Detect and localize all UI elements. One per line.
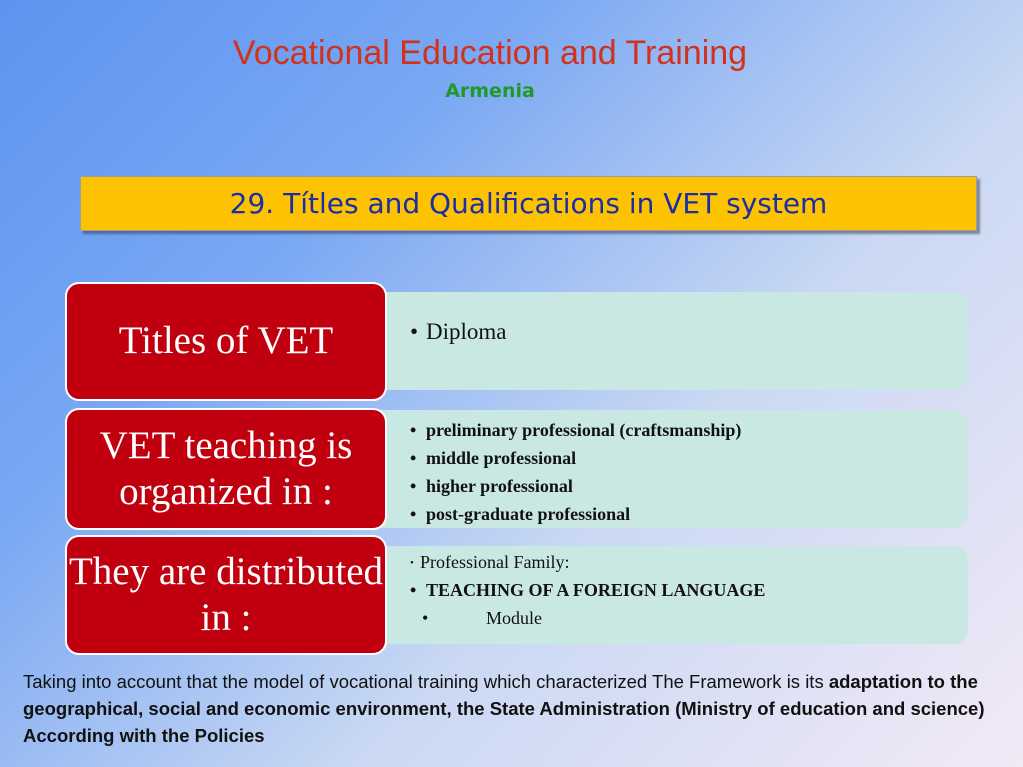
section-heading-bar [80, 176, 977, 231]
list-item: • TEACHING OF A FOREIGN LANGUAGE [410, 576, 968, 604]
titles-of-vet-label [65, 282, 387, 401]
slide-subtitle: Armenia [445, 80, 535, 102]
bullet-list [410, 416, 968, 528]
row-label-text: They are distributed in : [68, 549, 384, 639]
section-heading: 29. Títles and Qualifications in VET system [229, 187, 828, 220]
list-item: • preliminary professional (craftsmanship) [410, 416, 968, 444]
vet-teaching-content [360, 410, 968, 528]
titles-of-vet-content [360, 292, 968, 390]
list-item: • Professional Family: [410, 548, 968, 576]
list-item: • post-graduate professional [410, 500, 968, 528]
list-item: • Module [422, 604, 968, 632]
list-item: • higher professional [410, 472, 968, 500]
list-item: • middle professional [410, 444, 968, 472]
row-label-text: VET teaching is organized in : [99, 423, 353, 513]
bullet-list [410, 319, 968, 345]
distributed-in-label [65, 535, 387, 655]
footer-bold-text: adaptation to the geographical, social and economic environment, the State Administration (Ministry of education and science) According with the Policies [23, 671, 985, 746]
row-label-text: Titles of VET [118, 319, 334, 363]
list-item: • Diploma [410, 319, 968, 345]
distributed-in-content [360, 546, 968, 644]
footer-normal-text: Taking into account that the model of vocational training which characterized The Framework is its [23, 671, 824, 692]
vet-teaching-label [65, 408, 387, 530]
footer-note [23, 668, 1023, 749]
slide-title: Vocational Education and Training [232, 34, 748, 72]
bullet-list [410, 548, 968, 632]
